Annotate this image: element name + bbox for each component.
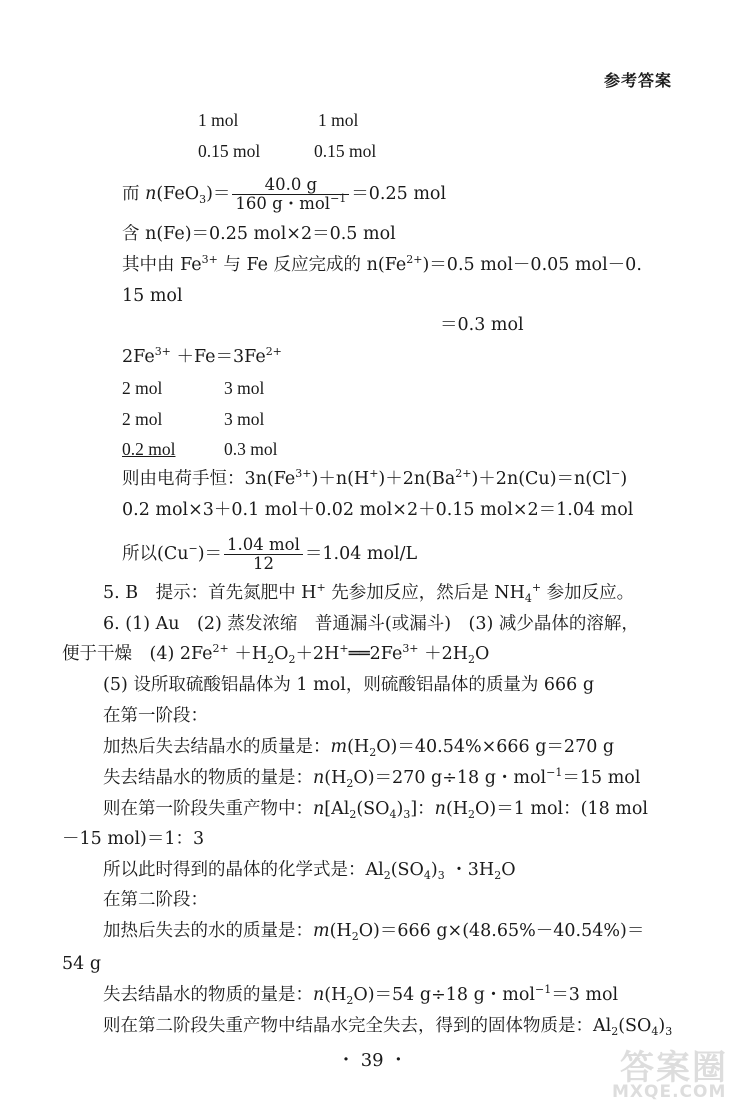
- text-line: 3 mol: [224, 378, 265, 398]
- text-line: 5. B 提示：首先氮肥中 H+ 先参加反应，然后是 $NH_4^+$ 参加反应。: [103, 581, 635, 605]
- text-line: 0.15 mol: [314, 141, 377, 161]
- text-line: 0.15 mol: [198, 141, 261, 161]
- text-line: 15 mol: [122, 286, 183, 306]
- text-line: 0.2 mol: [122, 439, 176, 459]
- text-line: 含 n(Fe)＝0.25 mol×2＝0.5 mol: [122, 224, 396, 244]
- text-line: 则在第一阶段失重产物中：$n[Al_2(SO_4)_3]$：$n(H_2O)=1$ mol：(18 mol: [103, 799, 649, 821]
- text-line: 失去结晶水的物质的量是：$n(H_2O)=54$ g÷18 g・mol$^{-1}$＝3 mol: [103, 983, 619, 1007]
- text-line: 1 mol: [318, 110, 359, 130]
- text-line: ＝0.3 mol: [440, 315, 524, 335]
- equation-line: $2Fe^{3+} +Fe=3Fe^{2+}$: [122, 345, 282, 367]
- text-line: －15 mol)＝1：3: [62, 829, 205, 849]
- text-line: 0.3 mol: [224, 439, 278, 459]
- page-header-title: 参考答案: [603, 71, 672, 90]
- watermark-url: MXQE.COM: [612, 1082, 727, 1102]
- text-line: 6. (1) Au (2) 蒸发浓缩 普通漏斗(或漏斗) (3) 减少晶体的溶解，: [103, 614, 639, 634]
- text-line: 则在第二阶段失重产物中结晶水完全失去，得到的固体物质是：$Al_2(SO_4)_3$: [103, 1016, 673, 1038]
- text-line: 2 mol: [122, 378, 163, 398]
- text-line: (5) 设所取硫酸铝晶体为 1 mol，则硫酸铝晶体的质量为 666 g: [103, 675, 595, 695]
- text-line: 其中由 $Fe^{3+}$ 与 Fe 反应完成的 $n(Fe^{2+})=0.5$ mol－0.05 mol－0.: [122, 253, 642, 275]
- text-line: 则由电荷手恒：$3n(Fe^{3+})+n(H^+)+2n(Ba^{2+})+2n(Cu)=n(Cl^-)$: [122, 467, 628, 489]
- text-line: 加热后失去结晶水的质量是：$m(H_2O)=40.54\%\times 666$ g＝270 g: [103, 737, 615, 759]
- text-line: 54 g: [62, 954, 102, 974]
- text-line: 1 mol: [198, 110, 239, 130]
- text-line: 在第一阶段：: [103, 706, 208, 726]
- text-line: 3 mol: [224, 409, 265, 429]
- watermark-text: 答案圈: [620, 1048, 728, 1088]
- text-line: 0.2 mol×3＋0.1 mol＋0.02 mol×2＋0.15 mol×2＝1.04 mol: [122, 500, 634, 520]
- text-line: 所以此时得到的晶体的化学式是：$Al_2(SO_4)_3$ ・$3H_2O$: [103, 860, 516, 882]
- text-line: 失去结晶水的物质的量是：$n(H_2O)=270$ g÷18 g・mol$^{-1}$＝15 mol: [103, 766, 641, 790]
- fraction: $\frac{\text{1.04 mol}}{12}$: [224, 536, 303, 573]
- fraction: $\frac{40.0 g}{160 g・mol^{-1}}$: [232, 176, 349, 213]
- equation-line: 便于干燥 (4) $2Fe^{2+}$ $+H_2O_2+2H^+══2Fe^{3+} +2H_2O$: [62, 642, 490, 666]
- text-line: 2 mol: [122, 409, 163, 429]
- text-line: 加热后失去的水的质量是：$m(H_2O)=666$ g×(48.65%－40.54%)＝: [103, 921, 645, 943]
- watermark-logo: [602, 1036, 742, 1106]
- text-line: 在第二阶段：: [103, 890, 208, 910]
- equation-line: 所以(Cu−)＝ $\frac{\text{1.04 mol}}{12}$ ＝1.04 mol/L: [122, 535, 418, 573]
- page-number: ・ 39 ・: [337, 1050, 408, 1071]
- equation-line: 而 n(FeO$_3$)＝ $\frac{40.0 g}{160 g・mol^{-1}}$ ＝0.25 mol: [122, 175, 447, 213]
